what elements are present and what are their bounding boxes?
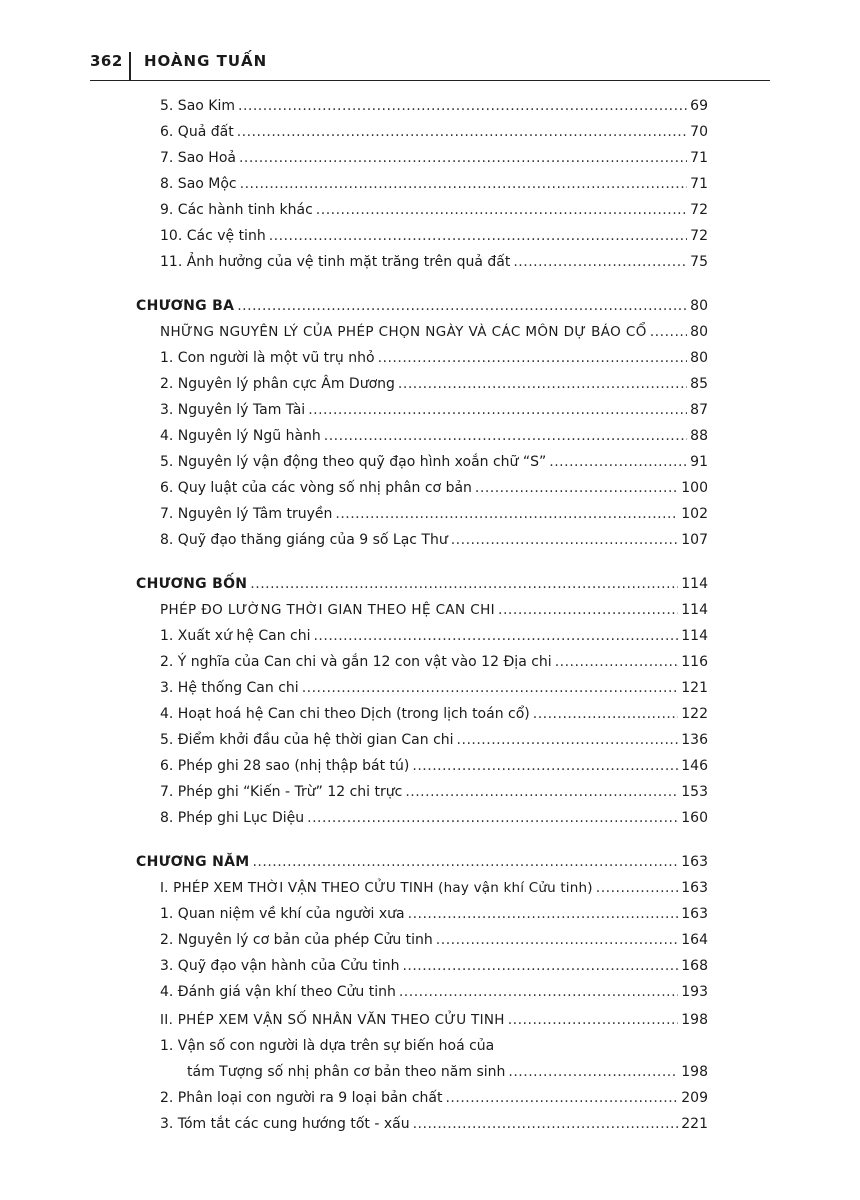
toc-entry-title: 2. Nguyên lý cơ bản của phép Cửu tinh <box>160 932 433 948</box>
toc-entry-title: 7. Nguyên lý Tâm truyền <box>160 506 333 522</box>
leader-dots <box>408 904 679 924</box>
toc-entry <box>160 426 708 446</box>
toc-entry <box>160 96 708 116</box>
toc-entry <box>160 374 708 394</box>
leader-dots <box>457 730 679 750</box>
toc-entry <box>160 530 708 550</box>
toc-section-title: PHÉP ĐO LƯỜNG THỜI GIAN THEO HỆ CAN CHI <box>160 602 496 618</box>
leader-dots <box>405 782 678 802</box>
leader-dots <box>508 1062 678 1082</box>
leader-dots <box>307 808 678 828</box>
leader-dots <box>451 530 679 550</box>
toc-entry-title: 7. Sao Hoả <box>160 150 236 166</box>
leader-dots <box>378 348 688 368</box>
toc-entry-page: 221 <box>681 1116 708 1132</box>
toc-entry-page: 121 <box>681 680 708 696</box>
leader-dots <box>308 400 687 420</box>
toc-entry-title: 2. Ý nghĩa của Can chi và gắn 12 con vật vào 12 Địa chi <box>160 654 552 670</box>
toc-entry-page: 198 <box>681 1064 708 1080</box>
toc-entry <box>160 1088 708 1108</box>
toc-entry <box>160 1114 708 1134</box>
leader-dots <box>237 122 687 142</box>
leader-dots <box>252 852 678 872</box>
toc-entry <box>160 626 708 646</box>
toc-section <box>160 1010 708 1030</box>
toc-entry-page: 75 <box>690 254 708 270</box>
toc-entry-page: 168 <box>681 958 708 974</box>
toc-entry-title: 4. Nguyên lý Ngũ hành <box>160 428 321 444</box>
toc-entry-page: 91 <box>690 454 708 470</box>
toc-chapter-title: CHƯƠNG BỐN <box>136 576 248 592</box>
leader-dots <box>412 756 678 776</box>
toc-entry-page: 100 <box>681 480 708 496</box>
leader-dots <box>650 322 687 342</box>
toc-entry-page: 72 <box>690 228 708 244</box>
leader-dots <box>533 704 679 724</box>
toc-entry-title: 8. Quỹ đạo thăng giáng của 9 số Lạc Thư <box>160 532 448 548</box>
toc-entry <box>160 808 708 828</box>
toc-entry-page: 209 <box>681 1090 708 1106</box>
toc-entry <box>160 930 708 950</box>
toc-entry <box>160 504 708 524</box>
page-number: 362 <box>90 52 123 70</box>
toc-entry-title: 7. Phép ghi “Kiến - Trừ” 12 chi trực <box>160 784 403 800</box>
leader-dots <box>269 226 687 246</box>
toc-entry-title: 3. Quỹ đạo vận hành của Cửu tinh <box>160 958 400 974</box>
leader-dots <box>513 252 687 272</box>
toc-entry-title: 8. Sao Mộc <box>160 176 237 192</box>
toc-entry <box>160 730 708 750</box>
leader-dots <box>555 652 679 672</box>
toc-entry <box>160 704 708 724</box>
toc-entry <box>187 1062 708 1082</box>
toc-entry-title: 5. Nguyên lý vận động theo quỹ đạo hình xoắn chữ “S” <box>160 454 547 470</box>
toc-entry-title: 3. Nguyên lý Tam Tài <box>160 402 306 418</box>
toc-section-title: I. PHÉP XEM THỜI VẬN THEO CỬU TINH (hay vận khí Cửu tinh) <box>160 880 593 896</box>
toc-entry <box>160 348 708 368</box>
toc-entry-page: 88 <box>690 428 708 444</box>
leader-dots <box>596 878 679 898</box>
toc-entry-page: 70 <box>690 124 708 140</box>
toc-entry-page: 163 <box>681 880 708 896</box>
running-head-author: HOÀNG TUẤN <box>144 52 268 70</box>
toc-entry-title: 1. Vận số con người là dựa trên sự biến hoá của <box>160 1038 495 1054</box>
toc-entry-page: 71 <box>690 150 708 166</box>
leader-dots <box>240 174 688 194</box>
toc-entry-title: 6. Quả đất <box>160 124 234 140</box>
toc-entry-title: 6. Phép ghi 28 sao (nhị thập bát tú) <box>160 758 410 774</box>
toc-chapter <box>136 852 708 872</box>
toc-entry-title: 4. Đánh giá vận khí theo Cửu tinh <box>160 984 396 1000</box>
toc-entry-page: 102 <box>681 506 708 522</box>
page-header <box>90 52 770 81</box>
toc-chapter-title: CHƯƠNG NĂM <box>136 854 250 870</box>
toc-entry-page: 114 <box>681 628 708 644</box>
toc-entry-page: 80 <box>690 350 708 366</box>
toc-entry-page: 72 <box>690 202 708 218</box>
toc-entry-page: 160 <box>681 810 708 826</box>
toc-entry-page: 146 <box>681 758 708 774</box>
toc-entry-title: 1. Quan niệm về khí của người xưa <box>160 906 405 922</box>
toc-section-title: II. PHÉP XEM VẬN SỐ NHÂN VĂN THEO CỬU TINH <box>160 1012 505 1028</box>
toc-entry <box>160 478 708 498</box>
toc-entry-page: 114 <box>681 576 708 592</box>
toc-entry <box>160 122 708 142</box>
toc-entry-page: 80 <box>690 298 708 314</box>
toc-entry-title: 6. Quy luật của các vòng số nhị phân cơ bản <box>160 480 472 496</box>
toc-entry-title: 2. Nguyên lý phân cực Âm Dương <box>160 376 395 392</box>
toc-entry-page: 114 <box>681 602 708 618</box>
toc-entry <box>160 226 708 246</box>
toc-entry-page: 163 <box>681 854 708 870</box>
toc-chapter <box>136 296 708 316</box>
leader-dots <box>398 374 687 394</box>
leader-dots <box>549 452 687 472</box>
toc-chapter <box>136 574 708 594</box>
leader-dots <box>475 478 678 498</box>
toc-entry <box>160 148 708 168</box>
leader-dots <box>316 200 687 220</box>
toc-entry-title: 11. Ảnh hưởng của vệ tinh mặt trăng trên quả đất <box>160 254 511 270</box>
leader-dots <box>445 1088 678 1108</box>
leader-dots <box>335 504 678 524</box>
toc-entry-page: 71 <box>690 176 708 192</box>
toc-section-title: NHỮNG NGUYÊN LÝ CỦA PHÉP CHỌN NGÀY VÀ CÁC MÔN DỰ BÁO CỔ <box>160 324 647 340</box>
toc-entry-page: 198 <box>681 1012 708 1028</box>
toc-entry-title: 1. Xuất xứ hệ Can chi <box>160 628 311 644</box>
toc-entry-title: 5. Điểm khởi đầu của hệ thời gian Can chi <box>160 732 454 748</box>
toc-entry <box>160 200 708 220</box>
toc-section <box>160 600 708 620</box>
toc-entry-page: 107 <box>681 532 708 548</box>
toc-entry-page: 80 <box>690 324 708 340</box>
leader-dots <box>498 600 678 620</box>
toc-entry-title: 8. Phép ghi Lục Diệu <box>160 810 305 826</box>
toc-entry <box>160 782 708 802</box>
leader-dots <box>302 678 679 698</box>
toc-section <box>160 322 708 342</box>
toc-entry-title: 5. Sao Kim <box>160 98 235 114</box>
toc-entry <box>160 756 708 776</box>
header-divider <box>129 52 131 80</box>
toc-entry <box>160 904 708 924</box>
toc-entry-page: 87 <box>690 402 708 418</box>
leader-dots <box>399 982 678 1002</box>
toc-entry-page: 136 <box>681 732 708 748</box>
toc-entry <box>160 982 708 1002</box>
toc-entry-title: 9. Các hành tinh khác <box>160 202 313 218</box>
leader-dots <box>237 296 687 316</box>
toc-section <box>160 878 708 898</box>
toc-entry-title: 3. Hệ thống Can chi <box>160 680 299 696</box>
toc-entry-title: 4. Hoạt hoá hệ Can chi theo Dịch (trong lịch toán cổ) <box>160 706 530 722</box>
toc-entry <box>160 678 708 698</box>
toc-entry-page: 163 <box>681 906 708 922</box>
toc-entry <box>160 956 708 976</box>
toc-entry-title: 10. Các vệ tinh <box>160 228 266 244</box>
toc-entry-page: 153 <box>681 784 708 800</box>
leader-dots <box>324 426 687 446</box>
toc-entry-page: 164 <box>681 932 708 948</box>
toc-entry-title: 1. Con người là một vũ trụ nhỏ <box>160 350 375 366</box>
leader-dots <box>402 956 678 976</box>
toc-entry <box>160 252 708 272</box>
toc-entry <box>160 174 708 194</box>
toc-entry <box>160 400 708 420</box>
toc-entry-title: 2. Phân loại con người ra 9 loại bản chất <box>160 1090 443 1106</box>
leader-dots <box>413 1114 679 1134</box>
toc-entry-page: 122 <box>681 706 708 722</box>
toc-entry-page: 193 <box>681 984 708 1000</box>
toc-entry-page: 85 <box>690 376 708 392</box>
toc-entry-title: 3. Tóm tắt các cung hướng tốt - xấu <box>160 1116 410 1132</box>
toc-entry-page: 116 <box>681 654 708 670</box>
leader-dots <box>238 96 687 116</box>
leader-dots <box>436 930 678 950</box>
toc-chapter-title: CHƯƠNG BA <box>136 298 235 314</box>
toc-entry-title: tám Tượng số nhị phân cơ bản theo năm sinh <box>187 1064 506 1080</box>
leader-dots <box>239 148 687 168</box>
toc-entry-page: 69 <box>690 98 708 114</box>
toc-entry <box>160 452 708 472</box>
leader-dots <box>508 1010 679 1030</box>
toc-entry <box>160 652 708 672</box>
leader-dots <box>250 574 678 594</box>
leader-dots <box>313 626 678 646</box>
